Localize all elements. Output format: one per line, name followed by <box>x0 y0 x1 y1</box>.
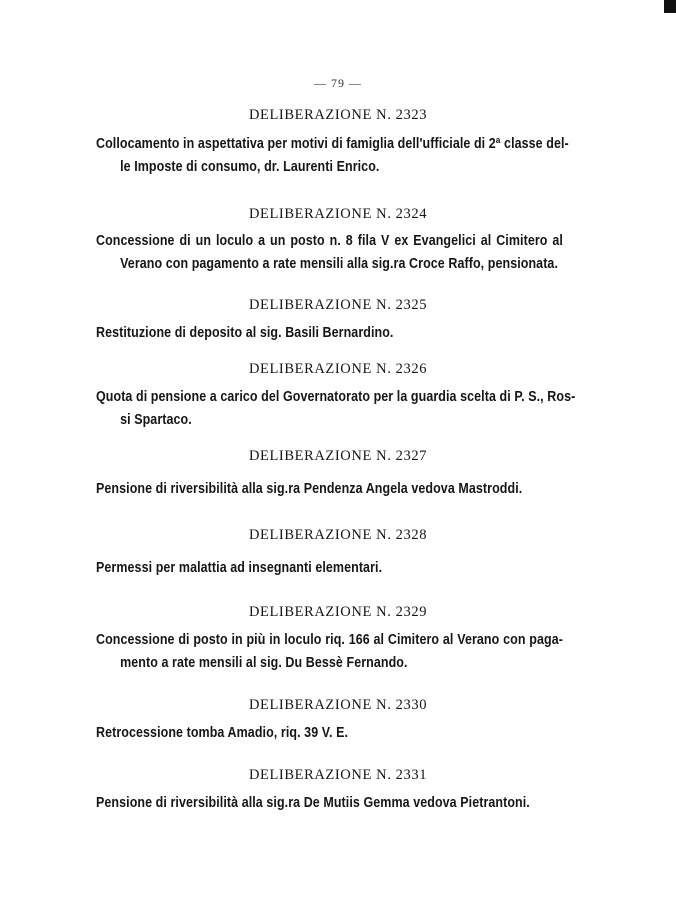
entry-text-2327 <box>96 478 563 501</box>
entry-line: Quota di pensione a carico del Governatorato per la guardia scelta di P. S., Ros- <box>96 389 576 405</box>
heading-2326: DELIBERAZIONE N. 2326 <box>248 361 428 377</box>
entry-text-2325 <box>96 322 563 345</box>
heading-2323: DELIBERAZIONE N. 2323 <box>248 107 428 123</box>
heading-2328: DELIBERAZIONE N. 2328 <box>248 527 428 543</box>
heading-2329: DELIBERAZIONE N. 2329 <box>248 604 428 620</box>
entry-line: si Spartaco. <box>120 412 192 428</box>
scan-edge-mark <box>664 0 676 13</box>
entry-line: Verano con pagamento a rate mensili alla sig.ra Croce Raffo, pensionata. <box>120 256 559 272</box>
heading-2330: DELIBERAZIONE N. 2330 <box>248 697 428 713</box>
entry-line: Concessione di un loculo a un posto n. 8 fila V ex Evangelici al Cimitero al <box>96 233 563 249</box>
heading-2325: DELIBERAZIONE N. 2325 <box>248 297 428 313</box>
heading-2327: DELIBERAZIONE N. 2327 <box>248 448 428 464</box>
entry-line: Concessione di posto in più in loculo riq. 166 al Cimitero al Verano con paga- <box>96 632 563 648</box>
entry-text-2323 <box>96 133 569 179</box>
entry-line: Retrocessione tomba Amadio, riq. 39 V. E. <box>96 725 349 741</box>
entry-line: le Imposte di consumo, dr. Laurenti Enrico. <box>120 159 380 175</box>
entry-text-2324 <box>96 230 563 276</box>
heading-2324: DELIBERAZIONE N. 2324 <box>248 206 428 222</box>
entry-text-2328 <box>96 557 563 580</box>
entry-line: Permessi per malattia ad insegnanti elementari. <box>96 560 383 576</box>
entry-line: Restituzione di deposito al sig. Basili Bernardino. <box>96 325 394 341</box>
heading-2331: DELIBERAZIONE N. 2331 <box>248 767 428 783</box>
page-number: — 79 — <box>314 76 362 90</box>
entry-line: mento a rate mensili al sig. Du Bessè Fernando. <box>120 655 408 671</box>
entry-text-2329 <box>96 629 563 675</box>
entry-text-2330 <box>96 722 563 745</box>
entry-text-2326 <box>96 386 576 432</box>
entry-line: Pensione di riversibilità alla sig.ra Pendenza Angela vedova Mastroddi. <box>96 481 523 497</box>
entry-text-2331 <box>96 792 563 815</box>
entry-line: Collocamento in aspettativa per motivi di famiglia dell'ufficiale di 2ª classe del- <box>96 136 569 152</box>
entry-line: Pensione di riversibilità alla sig.ra De Mutiis Gemma vedova Pietrantoni. <box>96 795 530 811</box>
